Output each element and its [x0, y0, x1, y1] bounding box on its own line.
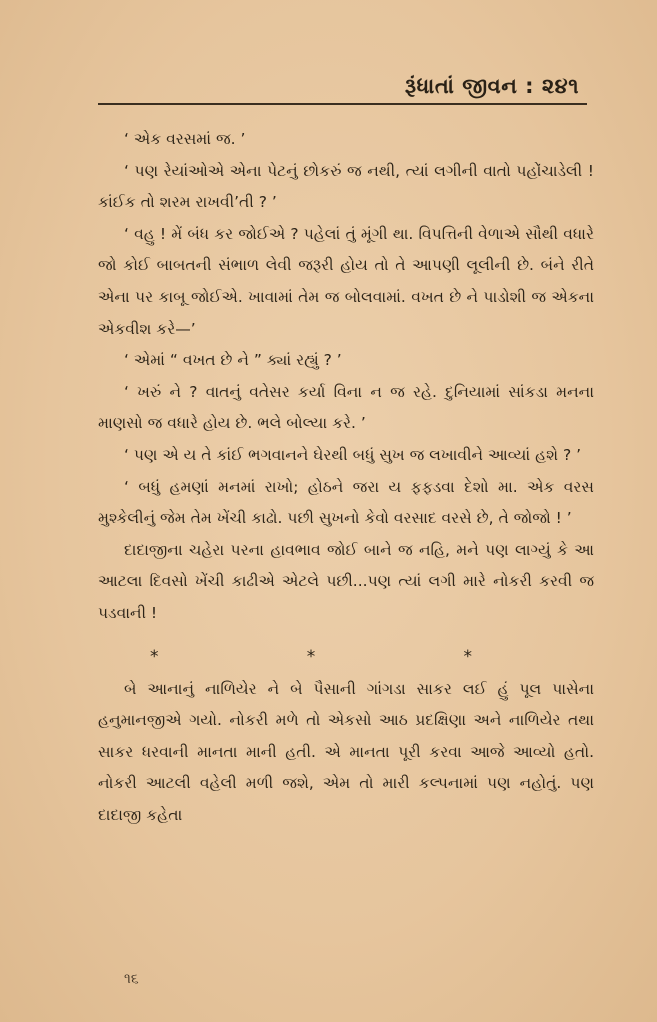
paragraph: ‘ એમાં “ વખત છે ને ” ક્યાં રહ્યું ? ’	[124, 351, 342, 370]
paragraph: ‘ પણ રેયાંઓએ એના પેટનું છોકરું જ નથી, ત્યાં લગીની વાતો પહોંચાડેલી ! કાંઈક તો શરમ રાખવી’તી ? ’	[98, 161, 594, 212]
paragraph: બે આનાનું નાળિયેર ને બે પૈસાની ગાંગડા સાકર લઈ હું પૂલ પાસેના હનુમાનજીએ ગયો. નોકરી મળે તો એકસો આઠ પ્રદક્ષિણા અને નાળિયેર તથા સાકર ધરવાની માનતા માની હતી. એ માનતા પૂરી કરવા આજે આવ્યો હતો. નોકરી આટલી વહેલી મળી જશે, એમ તો મારી કલ્પનામાં પણ નહોતું. પણ દાદાજી કહેતા	[98, 679, 594, 824]
separator-star: *	[306, 646, 316, 667]
page-body	[98, 124, 594, 831]
paragraph: ‘ એક વરસમાં જ. ’	[124, 130, 246, 148]
paragraph: ‘ વહુ ! મેં બંધ કર જોઈએ ? પહેલાં તું મૂંગી થા. વિપત્તિની વેળાએ સૌથી વધારે જો કોઈ બાબતની સંભાળ લેવી જરૂરી હોય તો તે આપણી લૂલીની છે. બંને રીતે એના પર કાબૂ જોઈએ. ખાવામાં તેમ જ બોલવામાં. વખત છે ને પાડોશી જ એકના એકવીશ કરે—’	[98, 224, 594, 338]
separator-star: *	[150, 646, 159, 667]
signature-mark: ૧૬	[124, 971, 139, 987]
section-separator	[98, 630, 594, 674]
paragraph: ‘ ખરું ને ? વાતનું વતેસર કર્યા વિના ન જ રહે. દુનિયામાં સાંકડા મનના માણસો જ વધારે હોય છે. ભલે બોલ્યા કરે. ’	[98, 382, 594, 433]
paragraph: ‘ બધું હમણાં મનમાં રાખો; હોઠને જરા ય ફફડવા દેશો મા. એક વરસ મુશ્કેલીનું જેમ તેમ ખેંચી કાઢો. પછી સુખનો કેવો વરસાદ વરસે છે, તે જોજો ! ’	[98, 477, 594, 528]
separator-star: *	[463, 646, 472, 667]
header-rule	[98, 103, 587, 105]
running-header: રૂંધાતાં જીવન : ૨૪૧	[404, 74, 579, 98]
paragraph: ‘ પણ એ ય તે કાંઈ ભગવાનને ઘેરથી બધું સુખ જ લખાવીને આવ્યાં હશે ? ’	[124, 445, 582, 464]
paragraph: દાદાજીના ચહેરા પરના હાવભાવ જોઈ બાને જ નહિ, મને પણ લાગ્યું કે આ આટલા દિવસો ખેંચી કાઢીએ એટલે પછી...પણ ત્યાં લગી મારે નોકરી કરવી જ પડવાની !	[98, 540, 594, 622]
